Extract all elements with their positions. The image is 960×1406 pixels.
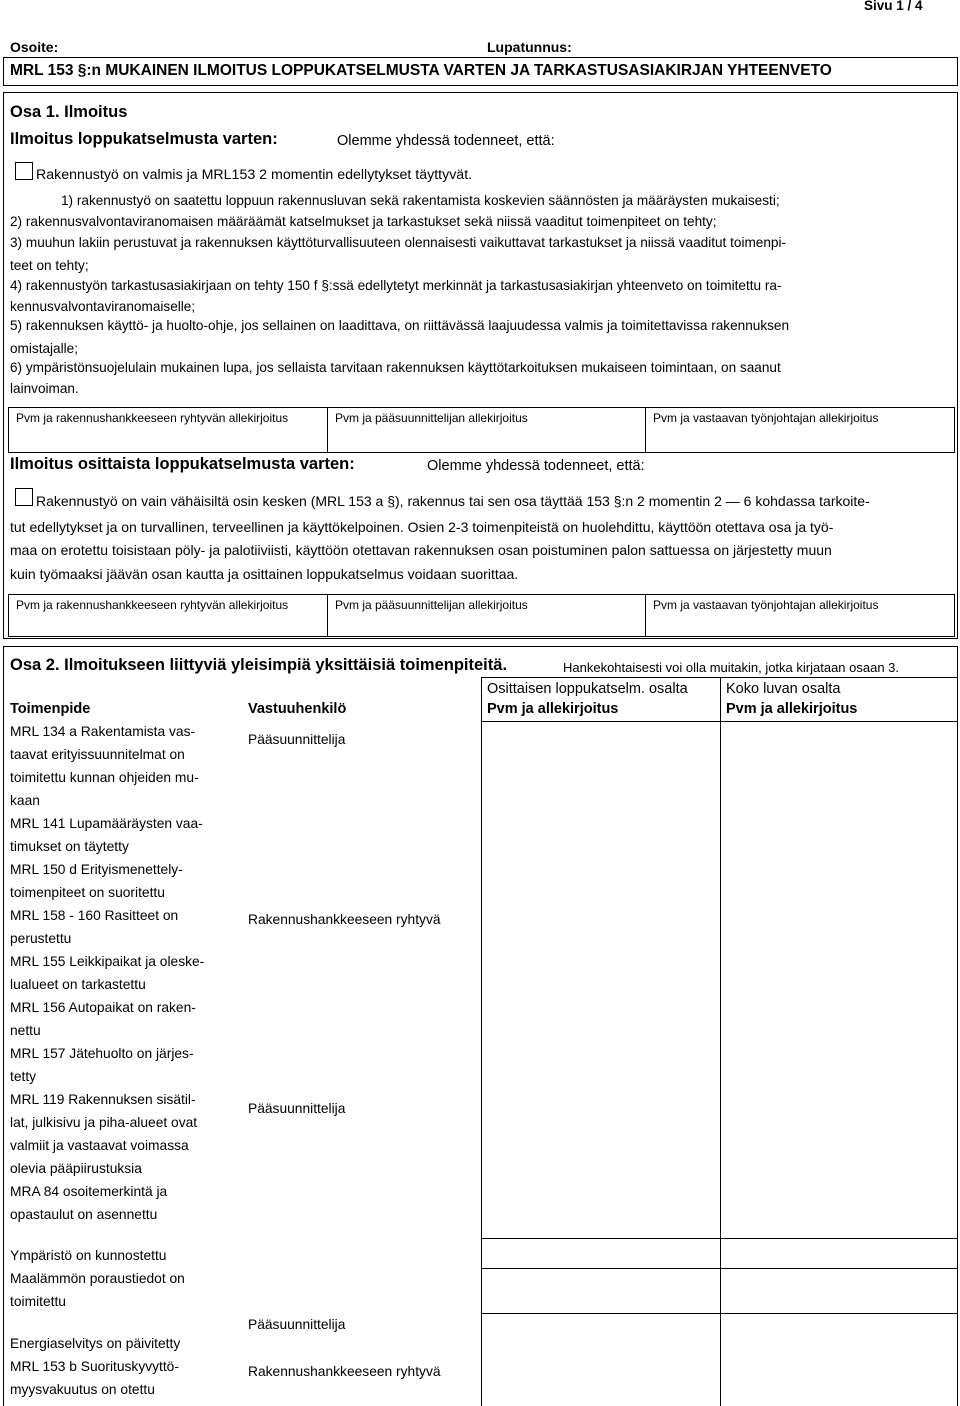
condition-item: teet on tehty;	[10, 258, 89, 273]
column-header-responsible: Vastuuhenkilö	[248, 701, 347, 717]
page-title: MRL 153 §:n MUKAINEN ILMOITUS LOPPUKATSELMUSTA VARTEN JA TARKASTUSASIAKIRJAN YHTEENVETO	[10, 62, 832, 79]
responsible-cell: Pääsuunnittelija	[248, 1317, 346, 1332]
signature-field-site-manager[interactable]: Pvm ja vastaavan työnjohtajan allekirjoitus	[653, 598, 879, 612]
condition-item: omistajalle;	[10, 341, 78, 356]
action-cell: MRA 84 osoitemerkintä ja opastaulut on asennettu	[10, 1184, 168, 1222]
column-header-full-sign: Pvm ja allekirjoitus	[726, 701, 858, 717]
final-inspection-title: Ilmoitus loppukatselmusta varten:	[10, 130, 278, 148]
partial-text-line: maa on erotettu toisistaan pöly- ja palotiiviisti, käyttöön otettavan rakennuksen osan poistuminen palon sattuessa on järjestetty muun	[10, 542, 832, 558]
action-cell: MRL 119 Rakennuksen sisätil- lat, julkisivu ja piha-alueet ovat valmiit ja vastaavat voimassa olevia pääpiirustuksia	[10, 1092, 198, 1176]
action-cell: MRL 156 Autopaikat on raken- nettu	[10, 1000, 196, 1038]
action-cell: MRL 150 d Erityismenettely- toimenpiteet on suoritettu	[10, 862, 183, 900]
permit-label: Lupatunnus:	[487, 39, 572, 55]
condition-item: 2) rakennusvalvontaviranomaisen määräämät katselmukset ja tarkastukset sekä niissä vaaditut toimenpiteet on tehty;	[10, 214, 717, 229]
partial-inspection-title: Ilmoitus osittaista loppukatselmusta varten:	[10, 455, 355, 473]
responsible-cell: Rakennushankkeeseen ryhtyvä	[248, 912, 441, 927]
partial-inspection-intro: Olemme yhdessä todenneet, että:	[427, 458, 645, 474]
action-cell: Energiaselvitys on päivitetty	[10, 1336, 181, 1351]
partial-text-line: kuin työmaaksi jäävän osan kautta ja osittainen loppukatselmus voidaan suorittaa.	[10, 566, 519, 582]
action-cell: MRL 153 b Suorituskyvyttö- myysvakuutus on otettu	[10, 1359, 179, 1397]
part2-heading: Osa 2. Ilmoitukseen liittyviä yleisimpiä yksittäisiä toimenpiteitä.	[10, 656, 508, 674]
column-header-full: Koko luvan osalta	[726, 681, 841, 697]
signature-field-site-manager[interactable]: Pvm ja vastaavan työnjohtajan allekirjoitus	[653, 411, 879, 425]
final-inspection-intro: Olemme yhdessä todenneet, että:	[337, 133, 555, 149]
partial-checkbox-label: Rakennustyö on vain vähäisiltä osin kesken (MRL 153 a §), rakennus tai sen osa täyttää 153 §:n 2 momentin 2 — 6 kohdassa tarkoite-	[36, 493, 870, 509]
signature-field-developer[interactable]: Pvm ja rakennushankkeeseen ryhtyvän allekirjoitus	[16, 411, 289, 425]
address-label: Osoite:	[10, 39, 59, 55]
responsible-cell: Rakennushankkeeseen ryhtyvä	[248, 1364, 441, 1379]
action-cell: MRL 158 - 160 Rasitteet on perustettu	[10, 908, 179, 946]
action-cell: MRL 155 Leikkipaikat ja oleske- lualueet on tarkastettu	[10, 954, 205, 992]
partial-text-line: tut edellytykset ja on turvallinen, terveellinen ja käyttökelpoinen. Osien 2-3 toimenpiteistä on huolehdittu, käyttöön otettava osa ja työ-	[10, 519, 834, 535]
final-checkbox-label: Rakennustyö on valmis ja MRL153 2 momentin edellytykset täyttyvät.	[36, 167, 473, 183]
column-header-partial-sign: Pvm ja allekirjoitus	[487, 701, 619, 717]
condition-item: 6) ympäristönsuojelulain mukainen lupa, jos sellaista tarvitaan rakennuksen käyttötarkoituksen mukaiseen toimintaan, on saanut	[10, 360, 781, 375]
condition-item: 3) muuhun lakiin perustuvat ja rakennuksen käyttöturvallisuuteen olennaisesti vaikuttavat tarkastukset ja niissä vaaditut toimenpi-	[10, 235, 787, 250]
action-cell: MRL 134 a Rakentamista vas- taavat erityissuunnitelmat on toimitettu kunnan ohjeiden mu- kaan	[10, 724, 199, 808]
signature-field-developer[interactable]: Pvm ja rakennushankkeeseen ryhtyvän allekirjoitus	[16, 598, 289, 612]
page-number: Sivu 1 / 4	[864, 0, 923, 13]
final-inspection-checkbox[interactable]	[15, 162, 33, 180]
part2-note: Hankekohtaisesti voi olla muitakin, jotka kirjataan osaan 3.	[563, 660, 900, 675]
condition-item: 5) rakennuksen käyttö- ja huolto-ohje, jos sellainen on laadittava, on riittävässä laajuudessa valmis ja toimitettavissa rakennuksen	[10, 318, 790, 333]
condition-item: lainvoiman.	[10, 381, 79, 396]
action-cell: MRL 141 Lupamääräysten vaa- timukset on täytetty	[10, 816, 203, 854]
action-cell: Maalämmön poraustiedot on toimitettu	[10, 1271, 185, 1309]
action-cell: MRL 157 Jätehuolto on järjes- tetty	[10, 1046, 194, 1084]
condition-item: 1) rakennustyö on saatettu loppuun rakennusluvan sekä rakentamista koskevien säännösten ja määräysten mukaisesti;	[61, 193, 780, 208]
condition-item: kennusvalvontaviranomaiselle;	[10, 299, 196, 314]
responsible-cell: Pääsuunnittelija	[248, 1101, 346, 1116]
column-header-partial: Osittaisen loppukatselm. osalta	[487, 681, 688, 697]
action-cell: Ympäristö on kunnostettu	[10, 1248, 167, 1263]
partial-inspection-checkbox[interactable]	[15, 488, 33, 506]
condition-item: 4) rakennustyön tarkastusasiakirjaan on tehty 150 f §:ssä edellytetyt merkinnät ja tarkastusasiakirjan yhteenveto on toimitettu ra-	[10, 278, 782, 293]
column-header-action: Toimenpide	[10, 701, 91, 717]
signature-field-chief-designer[interactable]: Pvm ja pääsuunnittelijan allekirjoitus	[335, 598, 528, 612]
part1-heading: Osa 1. Ilmoitus	[10, 103, 128, 121]
signature-field-chief-designer[interactable]: Pvm ja pääsuunnittelijan allekirjoitus	[335, 411, 528, 425]
responsible-cell: Pääsuunnittelija	[248, 732, 346, 747]
